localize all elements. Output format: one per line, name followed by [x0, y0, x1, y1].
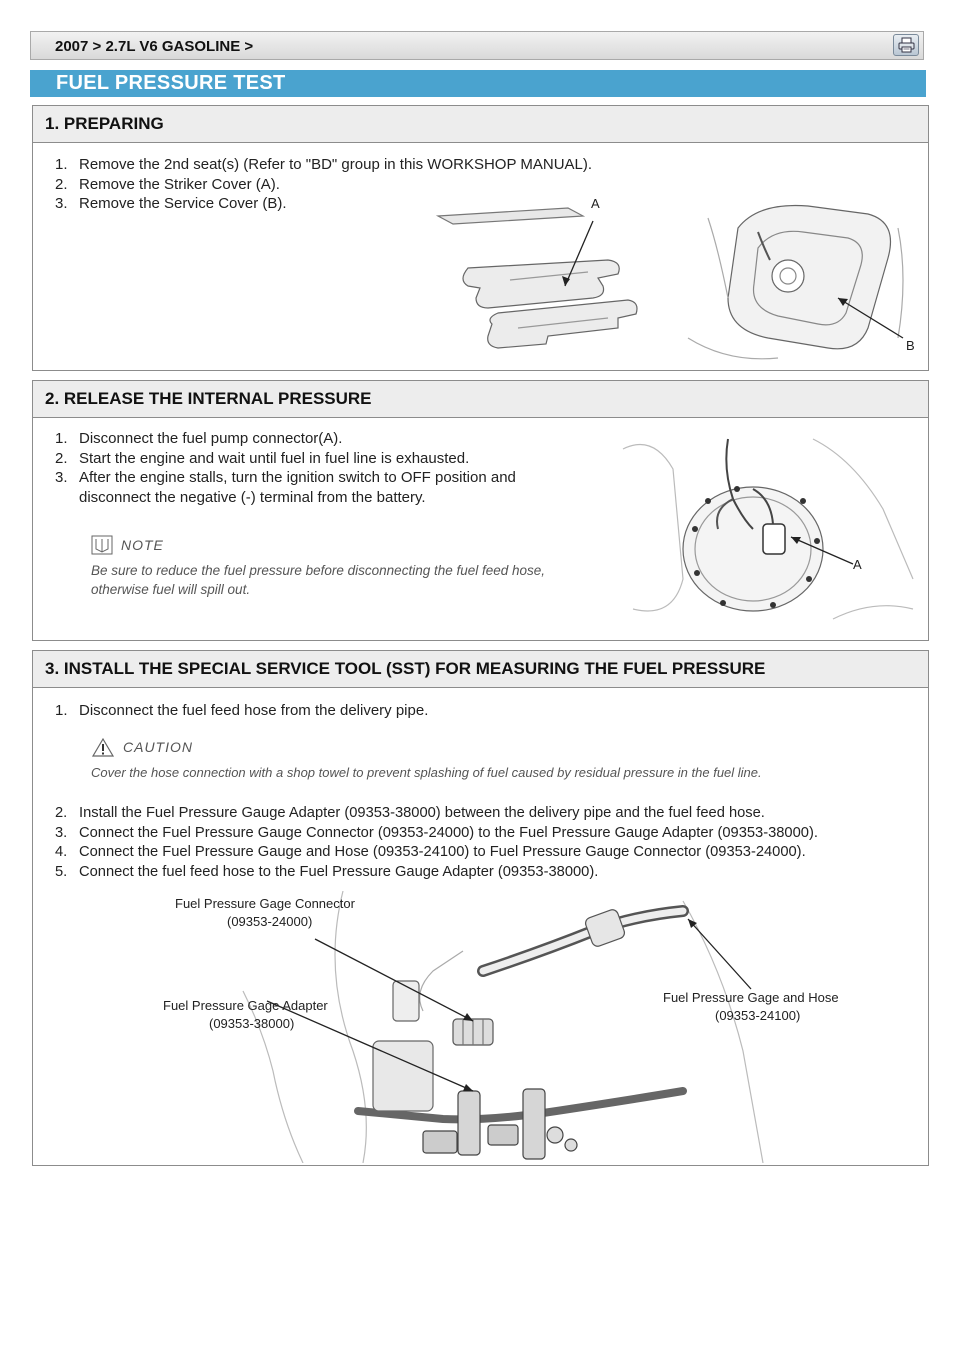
list-item — [45, 155, 865, 175]
figure-label-a: A — [591, 196, 600, 211]
section-preparing — [32, 105, 929, 371]
step-number: 1. — [55, 156, 68, 173]
list-item — [45, 449, 565, 469]
connector-label: Fuel Pressure Gage Connector — [175, 896, 355, 911]
step-text: Connect the Fuel Pressure Gauge Connector (09353-24000) to the Fuel Pressure Gauge Adapter (09353-38000). — [79, 824, 818, 841]
step-number: 5. — [55, 863, 68, 880]
step-text: Remove the Striker Cover (A). — [79, 175, 280, 193]
step-number: 2. — [55, 805, 68, 821]
step-text: Disconnect the fuel pump connector(A). — [79, 430, 343, 447]
section-heading-text: 1. PREPARING — [45, 114, 164, 133]
caution-text: Cover the hose connection with a shop towel to prevent splashing of fuel caused by residual pressure in the fuel line. — [91, 765, 762, 780]
list-item — [45, 824, 925, 844]
figure-label-a: A — [853, 557, 862, 572]
step-text: Remove the Service Cover (B). — [79, 195, 287, 212]
step-list — [45, 429, 565, 507]
hose-part-number: (09353-24100) — [715, 1008, 801, 1023]
list-item — [45, 701, 905, 721]
section-release-pressure — [32, 380, 929, 641]
adapter-label: Fuel Pressure Gage Adapter — [163, 998, 328, 1013]
caution-box — [91, 737, 921, 782]
section-install-sst — [32, 650, 929, 1166]
step-number: 1. — [55, 702, 68, 719]
note-box — [91, 535, 591, 599]
note-label: NOTE — [121, 537, 164, 553]
section-heading-text: 2. RELEASE THE INTERNAL PRESSURE — [45, 389, 372, 408]
page-title: FUEL PRESSURE TEST — [56, 72, 286, 94]
step-number: 1. — [55, 430, 68, 447]
caution-label: CAUTION — [123, 739, 193, 755]
adapter-part-number: (09353-38000) — [209, 1016, 295, 1031]
breadcrumb — [30, 31, 924, 60]
step-text: Disconnect the fuel feed hose from the delivery pipe. — [79, 702, 429, 719]
section-heading — [33, 106, 928, 143]
list-item — [45, 468, 565, 507]
note-icon — [91, 535, 113, 555]
list-item — [45, 843, 925, 863]
list-item — [45, 863, 925, 883]
section-heading — [33, 381, 928, 418]
connector-part-number: (09353-24000) — [227, 914, 313, 929]
section-heading-text: 3. INSTALL THE SPECIAL SERVICE TOOL (SST) FOR MEASURING THE FUEL PRESSURE — [45, 659, 766, 678]
sst-illustration — [123, 891, 893, 1163]
note-text: Be sure to reduce the fuel pressure before disconnecting the fuel feed hose, otherwise fuel will spill out. — [91, 563, 546, 597]
list-item — [45, 804, 925, 824]
step-number: 2. — [55, 175, 68, 193]
section-heading — [33, 651, 928, 688]
warning-icon — [91, 737, 115, 757]
step-text: Remove the 2nd seat(s) (Refer to "BD" group in this WORKSHOP MANUAL). — [79, 156, 593, 173]
step-text: Install the Fuel Pressure Gauge Adapter (09353-38000) between the delivery pipe and the fuel feed hose. — [79, 805, 765, 821]
step-text: After the engine stalls, turn the ignition switch to OFF position and disconnect the negative (-) terminal from the battery. — [79, 469, 516, 506]
page-title-bar — [30, 70, 926, 97]
step-list — [45, 804, 925, 882]
list-item — [45, 429, 565, 449]
step-text: Connect the Fuel Pressure Gauge and Hose (09353-24100) to Fuel Pressure Gauge Connector (09353-24000). — [79, 844, 806, 860]
step-number: 4. — [55, 844, 68, 860]
step-number: 3. — [55, 469, 68, 486]
step-list — [45, 701, 905, 721]
step-number: 3. — [55, 824, 68, 841]
fuel-pump-illustration — [613, 429, 923, 629]
preparing-illustration — [428, 188, 923, 370]
breadcrumb-text[interactable]: 2007 > 2.7L V6 GASOLINE > — [55, 38, 254, 55]
step-number: 2. — [55, 449, 68, 467]
figure-label-b: B — [906, 338, 915, 353]
print-button[interactable] — [893, 34, 919, 56]
step-text: Connect the fuel feed hose to the Fuel Pressure Gauge Adapter (09353-38000). — [79, 863, 599, 880]
printer-icon — [898, 37, 915, 53]
hose-label: Fuel Pressure Gage and Hose — [663, 990, 839, 1005]
step-text: Start the engine and wait until fuel in fuel line is exhausted. — [79, 449, 470, 467]
step-number: 3. — [55, 195, 68, 212]
